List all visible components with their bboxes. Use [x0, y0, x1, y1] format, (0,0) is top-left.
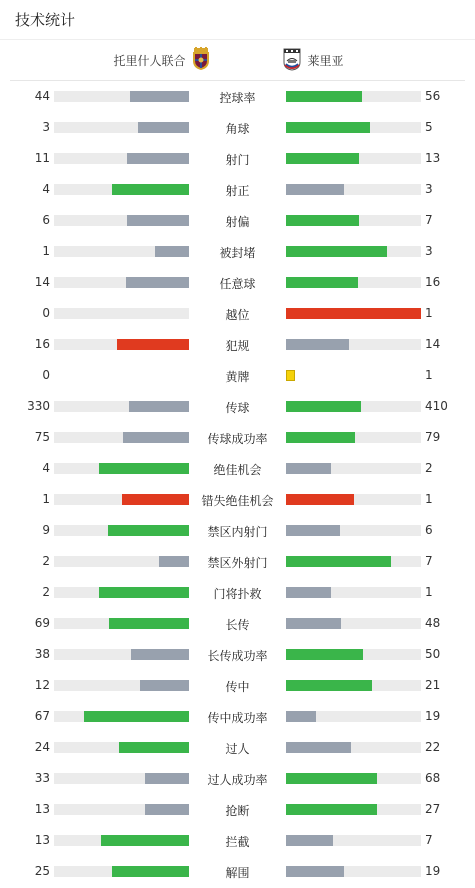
stat-label: 控球率 [219, 91, 256, 105]
away-stat-value: 22 [425, 740, 441, 754]
stat-row [0, 484, 475, 515]
away-team-name: 莱里亚 [307, 53, 344, 68]
away-stat-value: 16 [425, 275, 441, 289]
yellow-card-icon [286, 370, 295, 381]
home-bar-track [54, 122, 189, 133]
away-stat-value: 6 [425, 523, 433, 537]
home-bar-track [54, 432, 189, 443]
home-bar-track [54, 308, 189, 319]
away-bar-track [286, 494, 421, 505]
away-stat-value: 410 [425, 399, 448, 413]
stat-label: 传中成功率 [207, 711, 268, 725]
away-bar-track [286, 432, 421, 443]
home-bar-track [54, 711, 189, 722]
stat-row [0, 422, 475, 453]
away-bar-track [286, 680, 421, 691]
away-bar-fill [286, 122, 370, 133]
home-stat-value: 4 [42, 461, 50, 475]
home-bar-track [54, 339, 189, 350]
stat-label: 拦截 [225, 835, 250, 849]
stat-label: 禁区内射门 [207, 525, 268, 539]
stat-row [0, 174, 475, 205]
stat-label: 长传成功率 [207, 649, 268, 663]
away-bar-fill [286, 184, 344, 195]
home-bar-fill [130, 91, 189, 102]
away-bar-fill [286, 153, 359, 164]
away-bar-track [286, 401, 421, 412]
away-stat-value: 1 [425, 368, 433, 382]
home-bar-fill [119, 742, 189, 753]
away-bar-track [286, 556, 421, 567]
away-bar-track [286, 91, 421, 102]
away-bar-fill [286, 835, 333, 846]
stat-label: 禁区外射门 [207, 556, 268, 570]
home-bar-track [54, 680, 189, 691]
home-stat-value: 69 [34, 616, 50, 630]
stat-label: 角球 [225, 122, 250, 136]
stat-row [0, 112, 475, 143]
home-team[interactable] [113, 47, 209, 74]
home-stat-value: 75 [34, 430, 50, 444]
home-stat-value: 4 [42, 182, 50, 196]
home-bar-track [54, 215, 189, 226]
section-title: 技术统计 [15, 11, 76, 29]
home-bar-fill [122, 494, 190, 505]
stat-row [0, 701, 475, 732]
home-bar-fill [99, 587, 189, 598]
leiria-crest-icon [282, 47, 302, 74]
stat-row [0, 608, 475, 639]
home-bar-fill [126, 277, 189, 288]
home-stat-value: 2 [42, 554, 50, 568]
stat-label: 任意球 [219, 277, 256, 291]
away-stat-value: 13 [425, 151, 441, 165]
stat-label: 越位 [225, 308, 250, 322]
home-bar-track [54, 184, 189, 195]
away-stat-value: 5 [425, 120, 433, 134]
stat-label: 错失绝佳机会 [201, 494, 274, 508]
away-bar-fill [286, 711, 316, 722]
away-stat-value: 79 [425, 430, 441, 444]
stat-row [0, 639, 475, 670]
away-bar-track [286, 866, 421, 877]
away-stat-value: 21 [425, 678, 441, 692]
home-bar-fill [145, 773, 189, 784]
home-bar-track [54, 835, 189, 846]
home-stat-value: 330 [27, 399, 50, 413]
stat-label: 传中 [225, 680, 250, 694]
home-bar-track [54, 587, 189, 598]
away-bar-fill [286, 680, 372, 691]
away-bar-fill [286, 308, 421, 319]
stat-label: 传球 [225, 401, 250, 415]
stat-row [0, 794, 475, 825]
away-bar-fill [286, 277, 358, 288]
stat-row [0, 298, 475, 329]
away-stat-value: 48 [425, 616, 441, 630]
home-stat-value: 0 [42, 306, 50, 320]
away-stat-value: 3 [425, 182, 433, 196]
home-bar-track [54, 494, 189, 505]
away-stat-value: 7 [425, 213, 433, 227]
stat-label: 射正 [225, 184, 250, 198]
home-stat-value: 25 [34, 864, 50, 878]
away-bar-fill [286, 525, 340, 536]
home-stat-value: 12 [34, 678, 50, 692]
home-stat-value: 9 [42, 523, 50, 537]
away-bar-track [286, 184, 421, 195]
home-bar-fill [123, 432, 189, 443]
home-bar-fill [112, 866, 189, 877]
stat-label: 射门 [225, 153, 250, 167]
away-bar-fill [286, 91, 362, 102]
away-bar-fill [286, 773, 377, 784]
stat-row [0, 453, 475, 484]
home-team-name: 托里什人联合 [113, 53, 186, 68]
home-stat-value: 24 [34, 740, 50, 754]
home-bar-track [54, 525, 189, 536]
home-stat-value: 33 [34, 771, 50, 785]
away-stat-value: 1 [425, 585, 433, 599]
away-bar-fill [286, 618, 341, 629]
away-bar-fill [286, 804, 377, 815]
home-bar-fill [140, 680, 189, 691]
away-bar-fill [286, 587, 331, 598]
away-bar-fill [286, 463, 331, 474]
away-stat-value: 1 [425, 492, 433, 506]
home-bar-fill [117, 339, 189, 350]
home-bar-track [54, 153, 189, 164]
home-bar-fill [109, 618, 189, 629]
away-bar-track [286, 215, 421, 226]
away-bar-track [286, 525, 421, 536]
away-bar-track [286, 122, 421, 133]
stat-row [0, 391, 475, 422]
home-bar-track [54, 649, 189, 660]
stat-label: 门将扑救 [213, 587, 262, 601]
away-bar-track [286, 711, 421, 722]
away-stat-value: 3 [425, 244, 433, 258]
home-bar-track [54, 773, 189, 784]
away-bar-fill [286, 649, 363, 660]
home-stat-value: 16 [34, 337, 50, 351]
home-stat-value: 1 [42, 492, 50, 506]
home-bar-track [54, 556, 189, 567]
away-bar-track [286, 153, 421, 164]
away-stat-value: 14 [425, 337, 441, 351]
stat-row [0, 670, 475, 701]
away-stat-value: 7 [425, 554, 433, 568]
home-bar-track [54, 91, 189, 102]
home-bar-track [54, 742, 189, 753]
away-stat-value: 19 [425, 864, 441, 878]
home-stat-value: 13 [34, 802, 50, 816]
home-bar-fill [112, 184, 189, 195]
home-stat-value: 1 [42, 244, 50, 258]
home-bar-track [54, 618, 189, 629]
home-bar-fill [138, 122, 189, 133]
stat-label: 犯规 [225, 339, 250, 353]
home-bar-fill [101, 835, 189, 846]
away-stat-value: 7 [425, 833, 433, 847]
away-team[interactable] [282, 47, 344, 74]
stat-row [0, 267, 475, 298]
away-bar-track [286, 463, 421, 474]
home-bar-fill [127, 153, 189, 164]
home-stat-value: 44 [34, 89, 50, 103]
away-bar-track [286, 835, 421, 846]
away-bar-fill [286, 866, 344, 877]
stat-row [0, 205, 475, 236]
home-bar-track [54, 463, 189, 474]
away-bar-track [286, 339, 421, 350]
stat-row [0, 825, 475, 856]
away-stat-value: 56 [425, 89, 441, 103]
stat-row [0, 763, 475, 794]
stat-row [0, 732, 475, 763]
home-bar-fill [129, 401, 189, 412]
home-bar-fill [155, 246, 189, 257]
home-bar-track [54, 246, 189, 257]
home-stat-value: 13 [34, 833, 50, 847]
home-bar-fill [145, 804, 189, 815]
home-stat-value: 38 [34, 647, 50, 661]
home-stat-value: 3 [42, 120, 50, 134]
home-bar-fill [159, 556, 189, 567]
away-bar-fill [286, 215, 359, 226]
stat-label: 被封堵 [219, 246, 256, 260]
home-bar-fill [108, 525, 189, 536]
stat-row [0, 143, 475, 174]
away-bar-track [286, 649, 421, 660]
away-bar-track [286, 277, 421, 288]
home-bar-track [54, 804, 189, 815]
home-stat-value: 2 [42, 585, 50, 599]
torreense-crest-icon [192, 47, 210, 74]
stat-label: 抢断 [225, 804, 250, 818]
away-bar-track [286, 308, 421, 319]
stat-row [0, 329, 475, 360]
home-bar-track [54, 401, 189, 412]
stat-label: 过人成功率 [207, 773, 268, 787]
home-stat-value: 11 [34, 151, 50, 165]
away-bar-track [286, 773, 421, 784]
teams-header [10, 40, 465, 81]
away-bar-fill [286, 494, 354, 505]
home-bar-fill [84, 711, 189, 722]
home-bar-fill [131, 649, 189, 660]
home-bar-fill [127, 215, 189, 226]
away-stat-value: 19 [425, 709, 441, 723]
stat-label: 解围 [225, 866, 250, 880]
away-bar-fill [286, 556, 391, 567]
stat-label: 黄牌 [225, 370, 250, 384]
stat-label: 长传 [225, 618, 250, 632]
stat-row [0, 360, 475, 391]
away-bar-track [286, 742, 421, 753]
stat-row [0, 546, 475, 577]
stat-row [0, 856, 475, 887]
home-stat-value: 6 [42, 213, 50, 227]
away-bar-fill [286, 246, 387, 257]
away-bar-track [286, 804, 421, 815]
stat-row [0, 81, 475, 112]
stat-row [0, 236, 475, 267]
home-stat-value: 67 [34, 709, 50, 723]
stat-row [0, 577, 475, 608]
away-bar-fill [286, 339, 349, 350]
away-stat-value: 50 [425, 647, 441, 661]
away-bar-fill [286, 432, 355, 443]
away-bar-fill [286, 401, 361, 412]
home-stat-value: 0 [42, 368, 50, 382]
stat-label: 传球成功率 [207, 432, 268, 446]
away-stat-value: 2 [425, 461, 433, 475]
away-bar-fill [286, 742, 351, 753]
away-bar-track [286, 618, 421, 629]
home-bar-fill [99, 463, 189, 474]
section-header [0, 0, 475, 40]
stat-row [0, 515, 475, 546]
stat-label: 射偏 [225, 215, 250, 229]
away-stat-value: 68 [425, 771, 441, 785]
away-stat-value: 1 [425, 306, 433, 320]
away-stat-value: 27 [425, 802, 441, 816]
home-bar-track [54, 866, 189, 877]
home-bar-track [54, 277, 189, 288]
home-stat-value: 14 [34, 275, 50, 289]
away-bar-track [286, 587, 421, 598]
away-bar-track [286, 246, 421, 257]
stat-label: 绝佳机会 [213, 463, 262, 477]
stat-label: 过人 [225, 742, 250, 756]
